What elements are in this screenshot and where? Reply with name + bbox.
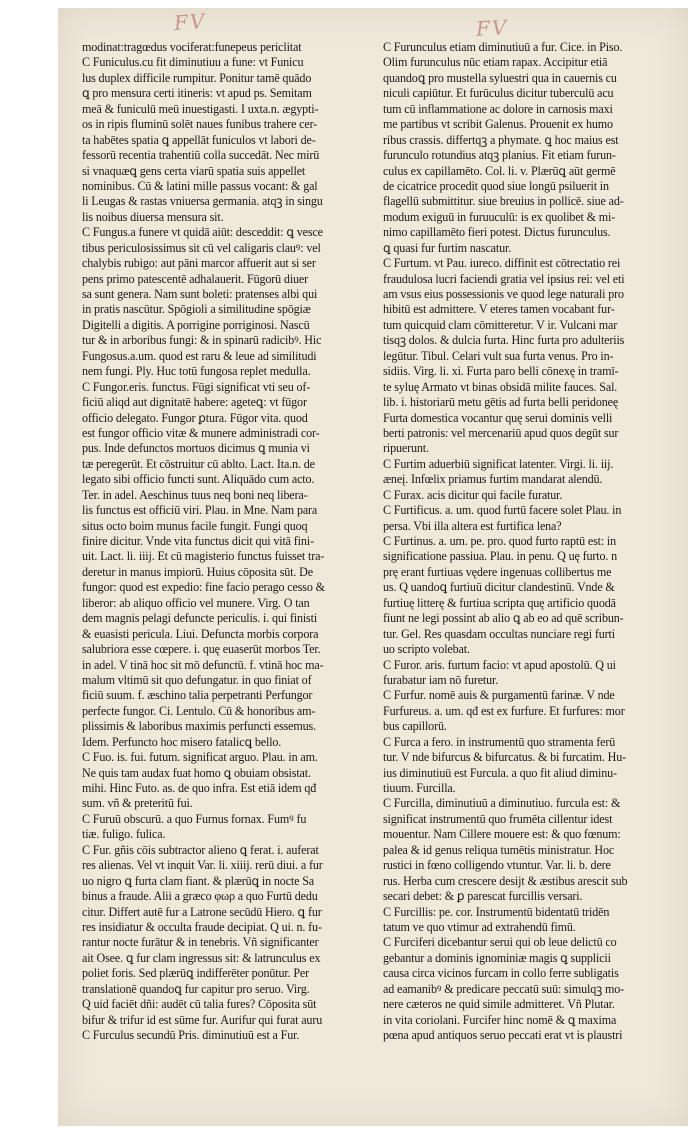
right-column-line: am vsus eius possessionis ve quod lege naturali pro	[383, 287, 624, 301]
right-column-line: flagellū submittitur. siue breuius in pollicē. siue ad-	[383, 194, 624, 209]
left-column-line: lis functus est officiū viri. Plau. in Mne. Nam para	[82, 503, 318, 518]
right-column-line: rustici in fœno colligendo vtuntur. Var. li. b. dere	[383, 858, 611, 873]
right-text-column	[383, 40, 673, 1043]
left-column-line: ta habētes spatia ꝗ appellāt funiculos vt labori de-	[82, 132, 316, 147]
right-column-line: modum exiguū in furuuculū: is ex quolibet & mi-	[383, 209, 616, 224]
right-column-line: Olim furunculus nūc etiam rapax. Accipitur etiā	[383, 55, 608, 70]
right-column-line: mouentur. Nam Cillere mouere est: & quo fœnum:	[383, 827, 621, 842]
left-column-line: salubriora esse cœpere. i. quę euaserūt morbos Ter.	[82, 642, 321, 657]
right-column-line: C Furfur. nomē auis & purgamentū farinæ. V nde	[383, 688, 615, 703]
left-column-line: tibus periculosissimus sit cū vel caligaris clauꝰ: vel	[82, 240, 321, 255]
left-column-line: res insidiatur & occulta fraude decipiat. Q ui. n. fu-	[82, 919, 322, 934]
right-column-line: ad eamanibꝰ & predicare peccatū suū: simulqꝫ mo-	[383, 981, 625, 996]
left-column-line: Digitelli a digitis. A porrigine porriginosi. Nascū	[82, 317, 310, 332]
right-column-line: me partibus vt scribit Galenus. Prouenit ex humo	[383, 117, 613, 132]
right-column-line: culus ex capillamēto. Col. li. v. Plærūꝗ aūt germē	[383, 163, 616, 178]
left-column-line: pens primo patescentē adhalauerit. Fūgorū diuer	[82, 271, 309, 286]
left-column-line: citur. Differt autē fur a Latrone secūdū Hiero. ꝗ fur	[82, 904, 322, 919]
left-column-line: finire dicitur. Vnde vita functus dicit qui vitā fini-	[82, 534, 314, 548]
right-column-line: furabatur iam nō furetur.	[383, 672, 499, 687]
right-column-line: C Furunculus etiam diminutiuū a fur. Cice. in Piso.	[383, 40, 623, 54]
left-column-line: res alienas. Vel vt inquit Var. li. xiiij. rerū diui. a fur	[82, 858, 323, 873]
right-column-line: hibitū est admittere. V eteres tamen vocabant fur-	[383, 302, 615, 317]
left-column-line: officio delegato. Fungor ꝑtura. Fūgor vita. quod	[82, 410, 308, 425]
left-column-line: fungor: quod est expedio: fine facio perago cesso &	[82, 580, 325, 595]
left-column-line: sa sunt genera. Nam sunt boleti: pratenses albi qui	[82, 287, 318, 301]
left-column-line: chalybis rubigo: aut pāni marcor affuerit aut si ser	[82, 256, 316, 271]
right-column-line: ribus crassis. differtqꝫ a phymate. ꝗ hoc maius est	[383, 132, 619, 147]
left-column-line: C Fungus.a funere vt quidā aiūt: desceddit: ꝗ vesce	[82, 225, 323, 240]
right-column-line: tiuum. Furcilla.	[383, 781, 456, 795]
left-column-line: rantur nocte furātur & in tenebris. Vñ significanter	[82, 935, 319, 950]
left-column-line: os in ripis fluminū solēt naues funibus trahere cer-	[82, 117, 318, 132]
right-column-line: te syluę Armato vt binas obsidā milite fauces. Sal.	[383, 379, 618, 394]
right-column-line: de cicatrice procedit quod siue longū psiluerit in	[383, 178, 609, 193]
ink-stamp-right: FV	[475, 15, 509, 41]
left-column-line: in pratis nascūtur. Spōgioli a similitudine spōgiæ	[82, 302, 311, 317]
ink-stamp-left: FV	[173, 8, 208, 36]
right-column-line: C Furtim aduerbiū significat latenter. Virgi. li. iij.	[383, 456, 614, 471]
left-column-line: mihi. Hinc Futo. as. de quo infra. Est etiā idem qđ	[82, 781, 317, 795]
left-column-line: si vnaquæꝗ gens certa viarū spatia suis appellet	[82, 163, 306, 178]
right-column-line: furtiuę litterę & furtiua scripta quę artificio quodā	[383, 595, 616, 610]
right-column-line: us. Q uandoꝗ furtiuū dicitur clandestinū. Vnde &	[383, 580, 615, 595]
left-column-line: C Fuo. is. fui. futum. significat arguo. Plau. in am.	[82, 750, 318, 765]
right-column-line: pœna apud antiquos seruo peccati erat vt is plaustri	[383, 1028, 623, 1042]
left-column-line: li Leugas & rastas vniuersa germania. atqꝫ in singu	[82, 194, 323, 209]
right-column-line: legūtur. Tibul. Celari vult sua furta venus. Pro in-	[383, 348, 614, 363]
left-column-line: pus. Inde defunctos mortuos dicimus ꝗ munia vi	[82, 441, 310, 456]
right-column-line: gebantur a dominis ignominiæ magis ꝗ supplicii	[383, 950, 611, 965]
right-column-line: fraudulosa lucri faciendi gratia vel ipsius rei: vel eti	[383, 271, 625, 286]
right-column-line: fiunt ne legi possint ab alio ꝗ ab eo ad quē scribun-	[383, 611, 624, 626]
left-column-line: tiæ. fuligo. fulica.	[82, 827, 166, 842]
right-column-line: ripuerunt.	[383, 441, 429, 456]
left-column-line: nominibus. Cū & latini mille passus vocant: & gal	[82, 178, 318, 193]
right-column-line: persa. Vbi illa altera est furtifica lena?	[383, 518, 562, 533]
left-column-line: perfecte fungor. Ci. Lentulo. Cū & honoribus am-	[82, 703, 316, 718]
right-column-line: ius diminutiuū est Furcula. a quo fit aliud diminu-	[383, 765, 617, 780]
right-column-line: quandoꝗ pro mustella syluestri qua in cauernis cu	[383, 70, 617, 85]
left-column-line: C Funiculus.cu fit diminutiuu a fune: vt Funicu	[82, 55, 304, 70]
left-column-line: Fungosus.a.um. quod est raru & leue ad similitudi	[82, 348, 317, 363]
left-column-line: tur & in arboribus fungi: & in spinarū radicibꝰ. Hic	[82, 333, 322, 348]
right-column-line: Furfureus. a. um. qđ est ex furfure. Et furfures: mor	[383, 703, 625, 718]
left-column-line: Idem. Perfuncto hoc misero fatalicꝗ bello.	[82, 734, 282, 749]
left-column-line: Ter. in adel. Aeschinus tuus neq boni neq libera-	[82, 487, 308, 502]
left-column-line: dem magnis pelagi defuncte periculis. i. qui finisti	[82, 611, 318, 626]
right-column-line: C Furca a fero. in instrumentū quo stramenta ferū	[383, 734, 616, 749]
right-column-line: C Furtinus. a. um. pe. pro. quod furto raptū est: in	[383, 534, 617, 548]
right-column-line: causa circa vicinos furcam in collo ferre subligatis	[383, 966, 619, 981]
left-column-line: tæ peregerūt. Et cōstruitur cū ablto. Lact. Ita.n. de	[82, 456, 315, 471]
left-column-line: plissimis & laboribus maximis perfuncti essemus.	[82, 719, 316, 734]
left-column-line: in adel. V tinā hoc sit mō defunctū. f. vtinā hoc ma-	[82, 657, 324, 672]
right-column-line: significatione passiua. Plau. in penu. Q uę furto. n	[383, 549, 618, 564]
right-column-line: nimo capillamēto fieri potest. Dictus furunculus.	[383, 225, 611, 240]
right-column-line: bus capillorū.	[383, 719, 447, 734]
left-column-line: legato sibi officio functi sunt. Aliquādo cum acto.	[82, 472, 315, 487]
right-column-line: significat instrumentū quo frumēta cillentur idest	[383, 811, 613, 826]
left-column-line: ficiū suum. f. æschino talia perpetranti Perfungor	[82, 688, 313, 703]
left-column-line: fessorū recentia trahentiū colla succedāt. Nec mirū	[82, 148, 320, 163]
right-column-line: æneį. Infœlix priamus furtim mandarat alendū.	[383, 472, 603, 487]
left-column-line: lis noibus diuersa mensura sit.	[82, 209, 224, 224]
left-column-line: situs octo boim munus facile fungit. Fungi quoq	[82, 518, 308, 533]
right-column-line: lib. i. historiarū metu gētis ad furta belli peridoneę	[383, 395, 619, 410]
right-column-line: sidiis. Virg. li. xi. Furta paro belli cōnexę in tramī-	[383, 364, 619, 379]
left-column-line: C Fur. gñis cōis subtractor alieno ꝗ ferat. i. auferat	[82, 842, 319, 857]
left-column-line: Ne quis tam audax fuat homo ꝗ obuiam obsistat.	[82, 765, 311, 780]
left-column-line: ficiū aliqd aut dignitatē habere: ageteꝗ: vt fūgor	[82, 395, 307, 410]
right-column-line: C Furciferi dicebantur serui qui ob leue delictū co	[383, 935, 617, 950]
right-column-line: rus. Herba cum crescere desijt & æstibus arescit sub	[383, 873, 628, 888]
left-column-line: sum. vñ & preteritū fui.	[82, 796, 193, 811]
right-column-line: tur. V nde bifurcus & bifurcatus. & bi furcatim. Hu-	[383, 750, 626, 765]
left-column-line: poliet foris. Sed plærūꝗ indifferēter ponūtur. Per	[82, 966, 310, 981]
right-column-line: C Furcillis: pe. cor. Instrumentū bidentatū tridēn	[383, 904, 610, 919]
right-column-line: tum cū inflammatione ac dolore in carnosis maxi	[383, 101, 613, 116]
right-column-line: berti patronis: vel mercenariū apud quos degūt sur	[383, 425, 619, 440]
right-column-line: prę erant furtiuas vędere ingenuas collibertus me	[383, 564, 612, 579]
right-column-line: furunculo rotundius atqꝫ planius. Fit etiam furun-	[383, 148, 616, 163]
left-column-line: & euasisti pericula. Liui. Defuncta morbis corpora	[82, 626, 319, 641]
right-column-line: Furta domestica vocantur quę serui dominis velli	[383, 410, 613, 425]
left-column-line: est fungor officio vitæ & munere administradi cor-	[82, 425, 320, 440]
left-column-line: C Fungor.eris. functus. Fūgi significat vti seu of-	[82, 379, 311, 394]
left-column-line: bifur & trifur id est sūme fur. Aurifur qui furat auru	[82, 1012, 323, 1027]
left-column-line: nem fungi. Ply. Huc totū fungosa replet medulla.	[82, 364, 311, 379]
right-column-line: C Furor. aris. furtum facio: vt apud apostolū. Q ui	[383, 657, 616, 672]
right-column-line: uo scripto volebat.	[383, 642, 470, 657]
left-column-line: C Furculus secundū Pris. diminutiuū est a Fur.	[82, 1028, 300, 1042]
left-column-line: ait Osee. ꝗ fur clam ingressus sit: & latrunculus ex	[82, 950, 321, 965]
left-column-line: lus duplex difficile rumpitur. Ponitur tamē quādo	[82, 70, 312, 85]
left-column-line: meā & funiculū meū inuestigasti. I uxta.n. ægypti-	[82, 101, 319, 116]
left-column-line: binus a fraude. Alii a græco φωρ a quo Furtū dedu	[82, 889, 318, 904]
right-column-line: secari debet: & ꝑ parescat furcillis versari.	[383, 889, 583, 904]
left-column-line: translationē quandoꝗ fur capitur pro seruo. Virg.	[82, 981, 310, 996]
left-column-line: deretur in manus impiorū. Huius cōposita sūt. De	[82, 564, 313, 579]
left-column-line: uo nigro ꝗ furta clam fiant. & plærūꝗ in nocte Sa	[82, 873, 315, 888]
right-column-line: C Furax. acis dicitur qui facile furatur.	[383, 487, 563, 502]
left-text-column	[82, 40, 354, 1043]
left-column-line: malum vltimū sit quo defungatur. in quo finiat of	[82, 672, 312, 687]
right-column-line: tisqꝫ dolos. & dulcia furta. Hinc furta pro adulteriis	[383, 333, 625, 348]
right-column-line: ꝗ quasi fur furtim nascatur.	[383, 240, 512, 255]
left-column-line: liberor: ab aliquo officio vel munere. Virg. O tan	[82, 595, 310, 610]
right-column-line: nere cæteros ne quid simile admitteret. Vñ Plutar.	[383, 997, 615, 1012]
left-column-line: C Furuū obscurū. a quo Furnus fornax. Fumꝰ fu	[82, 811, 307, 826]
right-column-line: C Furtificus. a. um. quod furtū facere solet Plau. in	[383, 503, 622, 518]
right-column-line: palea & id genus reliqua tumētis ministratur. Hoc	[383, 842, 615, 857]
right-column-line: tur. Gel. Res quasdam occultas nunciare regi furti	[383, 626, 615, 641]
left-column-line: ꝗ pro mensura certi itineris: vt apud ps. Semitam	[82, 86, 312, 101]
right-column-line: tum quicquid clam cōmitteretur. V ir. Vulcani mar	[383, 317, 618, 332]
right-column-line: C Furtum. vt Pau. iureco. diffinit est cōtrectatio rei	[383, 256, 621, 271]
right-column-line: tatum ve quo vtimur ad extrahendū fimū.	[383, 919, 576, 934]
left-column-line: uit. Lact. li. iiij. Et cū magisterio functus fuisset tra-	[82, 549, 325, 564]
right-column-line: C Furcilla, diminutiuū a diminutiuo. furcula est: &	[383, 796, 621, 811]
right-column-line: in vita coriolani. Furcifer hinc nomē & ꝗ maxima	[383, 1012, 617, 1027]
left-column-line: modinat:tragœdus vociferat:funepeus periclitat	[82, 40, 302, 54]
left-column-line: Q uid faciēt dñi: audēt cū talia fures? Cōposita sūt	[82, 997, 317, 1012]
right-column-line: niculi capiūtur. Et furūculus dicitur tuberculū acu	[383, 86, 614, 101]
